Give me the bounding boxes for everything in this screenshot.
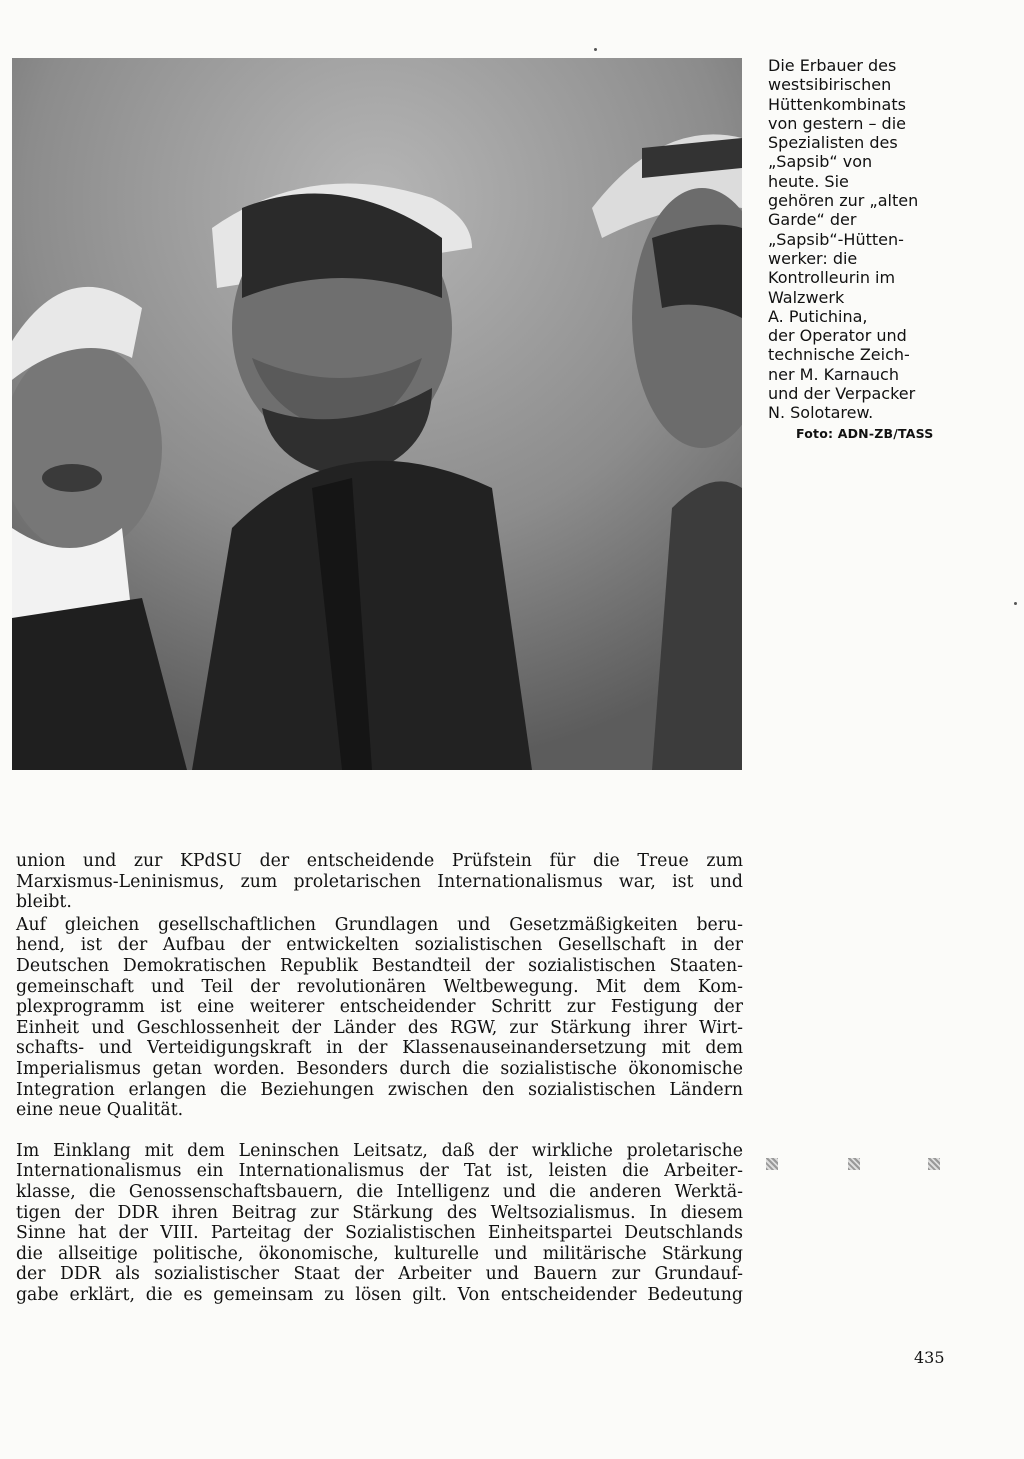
caption-line: „Sapsib“ von — [768, 152, 873, 172]
paragraph-3 — [16, 1141, 743, 1306]
caption-line: werker: die — [768, 248, 858, 268]
paragraph-gap — [16, 1121, 743, 1141]
caption-line: der Operator und — [768, 326, 907, 346]
text-line: eine neue Qualität. — [16, 1100, 184, 1121]
text-line: Einheit und Geschlossenheit der Länder des RGW, zur Stärkung ihrer Wirt- — [16, 1017, 743, 1038]
photo-three-workers — [12, 58, 742, 770]
scan-speck — [1014, 602, 1017, 605]
caption-line: und der Verpacker — [768, 384, 916, 404]
caption-line: ner M. Karnauch — [768, 364, 899, 384]
dot-mark — [928, 1158, 940, 1170]
text-line: Internationalismus ein Internationalismus der Tat ist, leisten die Arbeiter- — [16, 1161, 743, 1182]
text-line: die allseitige politische, ökonomische, kulturelle und militärische Stärkung — [16, 1243, 743, 1264]
text-line: schafts- und Verteidigungskraft in der Klassenauseinandersetzung mit dem — [16, 1038, 743, 1059]
caption-line: von gestern – die — [768, 113, 906, 133]
photo-illustration — [12, 58, 742, 770]
text-line: Integration erlangen die Beziehungen zwischen den sozialistischen Ländern — [16, 1079, 743, 1100]
caption-line: Garde“ der — [768, 210, 857, 230]
text-line: Sinne hat der VIII. Parteitag der Sozialistischen Einheitspartei Deutschlands — [16, 1223, 743, 1244]
page-number: 435 — [914, 1348, 945, 1367]
scan-speck — [594, 48, 597, 51]
caption-line: A. Putichina, — [768, 306, 868, 326]
text-line: Auf gleichen gesellschaftlichen Grundlagen und Gesetzmäßigkeiten beru- — [16, 914, 743, 935]
text-line: plexprogramm ist eine weiterer entscheidender Schritt zur Festigung der — [16, 997, 743, 1018]
photo-caption — [768, 56, 958, 423]
caption-line: N. Solotarew. — [768, 403, 874, 423]
caption-line: westsibirischen — [768, 75, 892, 95]
text-line: der DDR als sozialistischer Staat der Arbeiter und Bauern zur Grundauf- — [16, 1264, 743, 1285]
text-line: gabe erklärt, die es gemeinsam zu lösen gilt. Von entscheidender Bedeutung — [16, 1284, 743, 1305]
text-line: hend, ist der Aufbau der entwickelten sozialistischen Gesellschaft in der — [16, 935, 743, 956]
paragraph-2 — [16, 915, 743, 1121]
text-line: Marxismus-Leninismus, zum proletarischen Internationalismus war, ist und — [16, 871, 743, 892]
caption-line: Hüttenkombinats — [768, 94, 906, 114]
text-line: Im Einklang mit dem Leninschen Leitsatz, daß der wirkliche proletarische — [16, 1140, 743, 1161]
caption-line: „Sapsib“-Hütten- — [768, 229, 904, 249]
caption-line: Walzwerk — [768, 287, 845, 307]
caption-line: Kontrolleurin im — [768, 268, 896, 288]
paragraph-1 — [16, 851, 743, 913]
caption-line: technische Zeich- — [768, 345, 910, 365]
text-line: klasse, die Genossenschaftsbauern, die Intelligenz und die anderen Werktä- — [16, 1181, 743, 1202]
caption-line: Die Erbauer des — [768, 56, 897, 75]
text-line: Imperialismus getan worden. Besonders durch die sozialistische ökonomische — [16, 1058, 743, 1079]
photo-credit: Foto: ADN-ZB/TASS — [796, 426, 934, 441]
text-line: union und zur KPdSU der entscheidende Prüfstein für die Treue zum — [16, 851, 743, 871]
text-line: bleibt. — [16, 892, 72, 913]
text-line: Deutschen Demokratischen Republik Bestandteil der sozialistischen Staaten- — [16, 955, 743, 976]
dot-mark — [766, 1158, 778, 1170]
caption-line: gehören zur „alten — [768, 191, 919, 211]
text-line: tigen der DDR ihren Beitrag zur Stärkung des Weltsozialismus. In diesem — [16, 1202, 743, 1223]
caption-line: heute. Sie — [768, 171, 849, 191]
body-text — [16, 851, 743, 1305]
caption-line: Spezialisten des — [768, 133, 898, 153]
text-line: gemeinschaft und Teil der revolutionären Weltbewegung. Mit dem Kom- — [16, 976, 743, 997]
dot-mark — [848, 1158, 860, 1170]
